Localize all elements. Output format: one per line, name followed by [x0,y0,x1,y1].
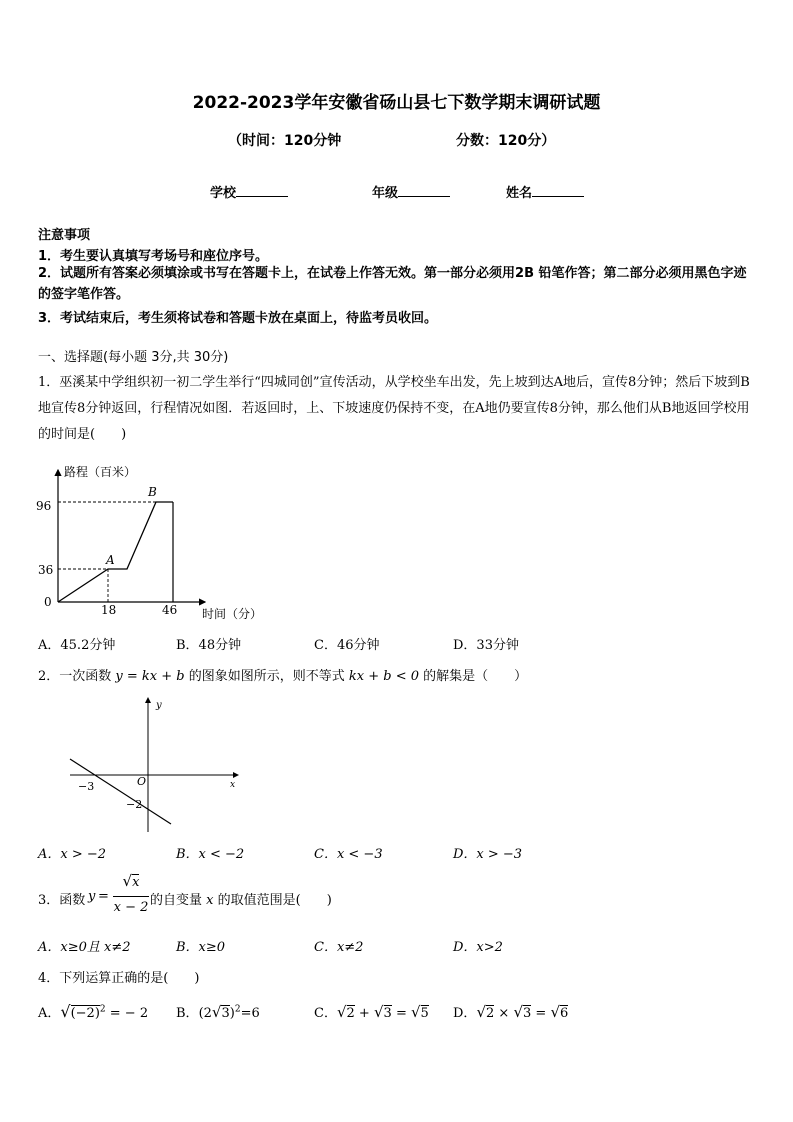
q3-equals: = [98,889,109,904]
q3-var: x [206,893,214,908]
q3-y: y [88,889,96,904]
q4-option-a: A．$√(-2)^2$ = − 2 [38,1002,149,1021]
origin-label: 0 [44,595,52,609]
option-label: A． [38,1006,61,1021]
operator: + [354,1006,374,1021]
q2-option-c: C．x < −3 [314,847,383,862]
exam-score: 分数：120分） [456,133,556,149]
exam-title: 2022-2023学年安徽省砀山县七下数学期末调研试题 [192,93,601,113]
q3-radicand: x [132,875,140,890]
q2-inequality: kx + b < 0 [348,669,419,684]
q1-option-a: A．45.2分钟 [38,638,116,653]
note-item: 2．试题所有答案必须填涂或书写在答题卡上，在试卷上作答无效。第一部分必须用2B 铅笔作答；第二部分必须用黑色字迹的签字笔作答。 [38,266,747,302]
y-intercept-label: −2 [126,798,143,811]
option-label: B． [176,1006,199,1021]
q1-option-c: C．46分钟 [314,638,380,653]
x-intercept-label: −3 [78,780,95,793]
operator: × [494,1006,514,1021]
school-field [210,182,288,201]
option-rest: =6 [240,1006,260,1021]
x-tick-label: 18 [101,603,117,617]
question-4-text: 4．下列运算正确的是( ) [38,971,200,986]
q3-option-a: A．x≥0且 x≠2 [38,940,131,955]
x-axis-label: x [230,780,236,790]
radicand: 3 [523,1006,532,1021]
option-label: C． [314,1006,337,1021]
q3-prefix: 3．函数 [38,893,86,908]
q2-prefix: 2．一次函数 [38,669,116,684]
q3-suffix [150,889,332,908]
q3-option-d: D．x>2 [453,940,503,955]
radicand: 3 [221,1006,230,1021]
school-label: 学校 [210,186,237,201]
q2-suffix: 的解集是（ ） [419,669,528,684]
option-label: D． [453,1006,477,1021]
question-2-text [38,665,527,684]
point-b-label: B [148,485,157,499]
radicand: 6 [560,1006,569,1021]
q2-option-b: B．x < −2 [176,847,245,862]
point-a-label: A [106,553,115,567]
q4-option-b: B．$(2√3)^2=6$ [176,1003,260,1021]
name-label: 姓名 [506,186,533,201]
grade-field [372,182,450,201]
q2-mid: 的图象如图所示，则不等式 [184,669,349,684]
y-axis-label: 路程（百米） [64,465,137,479]
section-heading: 一、选择题(每小题 3分,共 30分) [38,350,229,365]
option-post: ) [229,1006,235,1021]
name-field [506,182,584,201]
q2-option-d: D．x > −3 [453,847,523,862]
note-item: 1．考生要认真填写考场号和座位序号。 [38,249,269,264]
origin-label: O [137,775,147,788]
q3-numerator: √x [122,872,140,890]
q4-option-d: D．√2 × √3 = √6 [453,1003,569,1021]
note-item: 3．考试结束后，考生须将试卷和答题卡放在桌面上，待监考员收回。 [38,311,438,326]
q3-denominator: x − 2 [113,900,149,915]
q3-option-b: B．x≥0 [176,940,226,955]
q1-option-d: D．33分钟 [453,638,519,653]
q4-option-c: C．√2 + √3 = √5 [314,1003,429,1021]
name-blank [532,184,584,197]
q3-suffix-2: 的取值范围是( ) [213,893,332,908]
x-axis-label: 时间（分） [202,607,263,621]
y-tick-label: 36 [38,563,54,577]
y-tick-label: 96 [36,499,52,513]
q2-linear-function-graph [60,692,250,838]
q3-fraction-bar [113,896,149,897]
radicand: (−2) [70,1006,100,1021]
q1-distance-time-graph [30,460,280,630]
q2-function-expr: y = kx + b [115,669,185,684]
q2-option-a: A．x > −2 [38,847,107,862]
school-blank [236,184,288,197]
notes-heading: 注意事项 [38,228,91,243]
q3-option-c: C．x≠2 [314,940,364,955]
option-pre: (2 [198,1006,212,1021]
radicand: 5 [420,1006,429,1021]
grade-blank [398,184,450,197]
exam-time: （时间：120分钟 [228,133,342,149]
x-tick-label: 46 [162,603,178,617]
travel-path [58,502,173,602]
equals: = [531,1006,551,1021]
q3-suffix-1: 的自变量 [150,893,207,908]
grade-label: 年级 [372,186,399,201]
radicand: 3 [383,1006,392,1021]
equals: = [391,1006,411,1021]
y-axis-label: y [156,700,162,711]
question-1-text: 1．巫溪某中学组织初一初二学生举行“四城同创”宣传活动，从学校坐车出发，先上坡到达A地后，宣传8分钟；然后下坡到B地宣传8分钟返回，行程情况如图．若返回时，上、下坡速度仍保持不变，在A地仍要宣传8分钟，那么他们从B地返回学校用的时间是( ) [38,375,750,442]
radicand: 2 [486,1006,495,1021]
option-rest: = − 2 [105,1006,149,1021]
radicand: 2 [346,1006,355,1021]
q1-option-b: B．48分钟 [176,638,242,653]
